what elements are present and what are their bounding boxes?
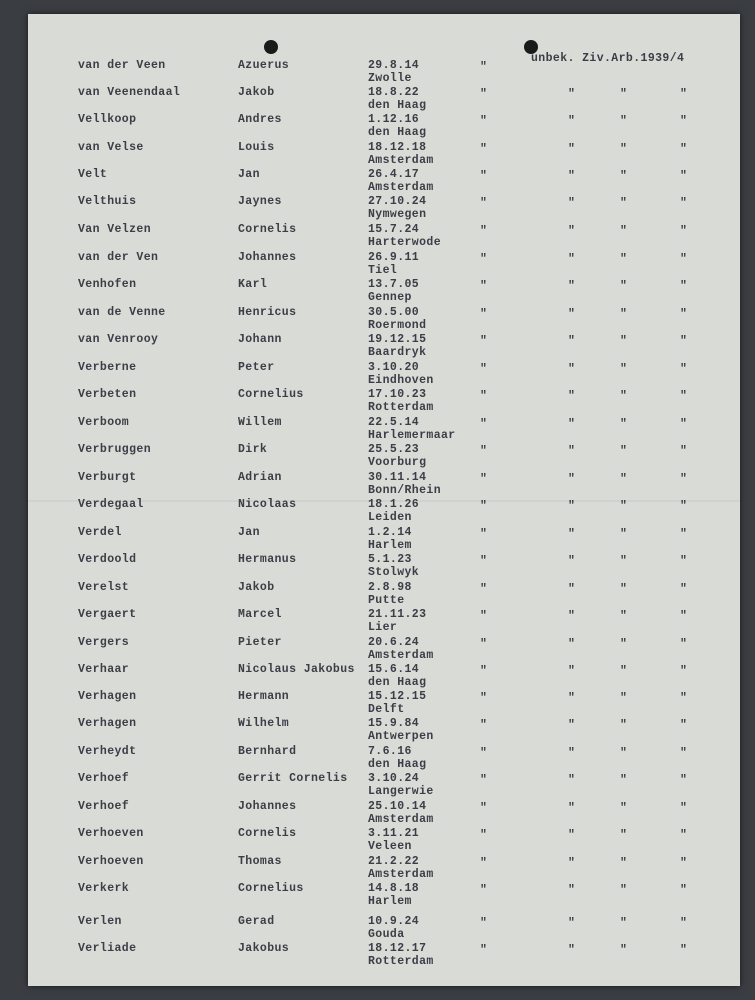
entry-ditto-mark: "	[620, 308, 628, 321]
entry-birth-date: 25.5.23	[368, 443, 420, 456]
entry-surname: Verburgt	[78, 471, 137, 484]
entry-ditto-mark: "	[568, 719, 576, 732]
entry-birth-date: 5.1.23	[368, 553, 412, 566]
entry-ditto-mark: "	[620, 170, 628, 183]
entry-given-name: Willem	[238, 416, 282, 429]
entry-ditto-mark: "	[568, 638, 576, 651]
entry-ditto-mark: "	[480, 917, 488, 930]
entry-ditto-mark: "	[680, 528, 688, 541]
entry-given-name: Cornelis	[238, 827, 297, 840]
entry-ditto-mark: "	[620, 802, 628, 815]
entry-ditto-mark: "	[680, 197, 688, 210]
entry-ditto-mark: "	[620, 115, 628, 128]
entry-ditto-mark: "	[620, 390, 628, 403]
entry-birth-place: Leiden	[368, 511, 412, 524]
entry-ditto-mark: "	[620, 445, 628, 458]
entry-ditto-mark: "	[680, 143, 688, 156]
entry-birth-place: Rotterdam	[368, 955, 434, 968]
entry-ditto-mark: "	[568, 829, 576, 842]
entry-given-name: Jakob	[238, 581, 275, 594]
entry-ditto-mark: "	[568, 944, 576, 957]
entry-ditto-mark: "	[568, 500, 576, 513]
entry-birth-place: Voorburg	[368, 456, 427, 469]
entry-ditto-mark: "	[680, 774, 688, 787]
entry-surname: van de Venne	[78, 306, 166, 319]
entry-ditto-mark: "	[620, 829, 628, 842]
entry-ditto-mark: "	[480, 692, 488, 705]
entry-birth-date: 27.10.24	[368, 195, 427, 208]
entry-birth-date: 30.11.14	[368, 471, 427, 484]
entry-ditto-mark: "	[620, 857, 628, 870]
entry-given-name: Henricus	[238, 306, 297, 319]
entry-birth-date: 1.2.14	[368, 526, 412, 539]
entry-ditto-mark: "	[620, 917, 628, 930]
entry-birth-place: Roermond	[368, 319, 427, 332]
entry-ditto-mark: "	[480, 170, 488, 183]
entry-birth-date: 30.5.00	[368, 306, 420, 319]
entry-ditto-mark: "	[480, 528, 488, 541]
entry-ditto-mark: "	[620, 610, 628, 623]
entry-surname: Verhagen	[78, 717, 137, 730]
entry-birth-place: Stolwyk	[368, 566, 420, 579]
entry-birth-place: den Haag	[368, 126, 427, 139]
entry-ditto-mark: "	[680, 583, 688, 596]
entry-ditto-mark: "	[620, 719, 628, 732]
entry-birth-date: 26.4.17	[368, 168, 420, 181]
entry-given-name: Marcel	[238, 608, 282, 621]
entry-birth-place: Putte	[368, 594, 405, 607]
entry-ditto-mark: "	[480, 829, 488, 842]
entry-given-name: Peter	[238, 361, 275, 374]
entry-birth-date: 20.6.24	[368, 636, 420, 649]
entry-surname: Verdoold	[78, 553, 137, 566]
entry-ditto-mark: "	[480, 225, 488, 238]
entry-given-name: Gerrit Cornelis	[238, 772, 348, 785]
entry-ditto-mark: "	[480, 418, 488, 431]
entry-birth-place: Langerwie	[368, 785, 434, 798]
entry-given-name: Cornelius	[238, 882, 304, 895]
entry-ditto-mark: "	[568, 390, 576, 403]
entry-ditto-mark: "	[568, 473, 576, 486]
entry-birth-place: Amsterdam	[368, 649, 434, 662]
entry-birth-date: 21.2.22	[368, 855, 420, 868]
entry-birth-date: 10.9.24	[368, 915, 420, 928]
entry-ditto-mark: "	[620, 473, 628, 486]
entry-birth-place: Harlemermaar	[368, 429, 456, 442]
entry-ditto-mark: "	[680, 335, 688, 348]
entry-ditto-mark: "	[480, 610, 488, 623]
entry-surname: Verheydt	[78, 745, 137, 758]
entry-ditto-mark: "	[680, 829, 688, 842]
entry-ditto-mark: "	[680, 665, 688, 678]
entry-ditto-mark: "	[680, 170, 688, 183]
entry-birth-place: Eindhoven	[368, 374, 434, 387]
entry-birth-place: Nymwegen	[368, 208, 427, 221]
entry-birth-date: 13.7.05	[368, 278, 420, 291]
entry-ditto-mark: "	[480, 445, 488, 458]
entry-birth-place: Lier	[368, 621, 398, 634]
entry-given-name: Bernhard	[238, 745, 297, 758]
entry-birth-date: 7.6.16	[368, 745, 412, 758]
entry-ditto-mark: "	[568, 418, 576, 431]
entry-ditto-mark: "	[480, 473, 488, 486]
entry-birth-date: 1.12.16	[368, 113, 420, 126]
entry-ditto-mark: "	[568, 747, 576, 760]
entry-given-name: Andres	[238, 113, 282, 126]
entry-ditto-mark: "	[680, 88, 688, 101]
entry-ditto-mark: "	[568, 857, 576, 870]
entry-ditto-mark: "	[480, 555, 488, 568]
entry-ditto-mark: "	[680, 280, 688, 293]
entry-birth-date: 3.11.21	[368, 827, 420, 840]
entry-given-name: Nicolaas	[238, 498, 297, 511]
entry-surname: Verbeten	[78, 388, 137, 401]
entry-ditto-mark: "	[568, 143, 576, 156]
entry-birth-place: Gouda	[368, 928, 405, 941]
entry-ditto-mark: "	[480, 363, 488, 376]
entry-given-name: Nicolaus Jakobus	[238, 663, 355, 676]
entry-birth-place: Gennep	[368, 291, 412, 304]
entry-surname: Verbruggen	[78, 443, 152, 456]
entry-ditto-mark: "	[620, 500, 628, 513]
entry-birth-place: den Haag	[368, 676, 427, 689]
entry-birth-place: Amsterdam	[368, 181, 434, 194]
entry-given-name: Dirk	[238, 443, 268, 456]
entry-ditto-mark: "	[680, 917, 688, 930]
entry-ditto-mark: "	[620, 944, 628, 957]
entry-given-name: Pieter	[238, 636, 282, 649]
entry-birth-date: 19.12.15	[368, 333, 427, 346]
entry-given-name: Jan	[238, 526, 260, 539]
entry-surname: Verkerk	[78, 882, 130, 895]
entry-birth-place: den Haag	[368, 99, 427, 112]
entry-ditto-mark: "	[680, 225, 688, 238]
entry-surname: Velt	[78, 168, 108, 181]
entry-surname: van Velse	[78, 141, 144, 154]
entry-ditto-mark: "	[680, 473, 688, 486]
entry-given-name: Adrian	[238, 471, 282, 484]
header-note: unbek. Ziv.Arb.1939/4	[531, 52, 685, 65]
entry-ditto-mark: "	[480, 308, 488, 321]
entry-ditto-mark: "	[480, 638, 488, 651]
entry-ditto-mark: "	[568, 583, 576, 596]
entry-ditto-mark: "	[620, 88, 628, 101]
entry-birth-date: 22.5.14	[368, 416, 420, 429]
entry-birth-date: 26.9.11	[368, 251, 420, 264]
entry-birth-date: 15.9.84	[368, 717, 420, 730]
entry-given-name: Jakob	[238, 86, 275, 99]
entry-given-name: Wilhelm	[238, 717, 290, 730]
entry-surname: Verhoef	[78, 772, 130, 785]
entry-ditto-mark: "	[620, 774, 628, 787]
entry-ditto-mark: "	[620, 747, 628, 760]
entry-ditto-mark: "	[620, 528, 628, 541]
entry-ditto-mark: "	[480, 115, 488, 128]
entry-given-name: Gerad	[238, 915, 275, 928]
entry-surname: Verhoef	[78, 800, 130, 813]
entry-birth-place: Amsterdam	[368, 868, 434, 881]
punch-hole	[264, 40, 278, 54]
entry-ditto-mark: "	[620, 280, 628, 293]
entry-birth-date: 3.10.20	[368, 361, 420, 374]
entry-birth-date: 14.8.18	[368, 882, 420, 895]
entry-birth-place: Amsterdam	[368, 813, 434, 826]
entry-surname: Verdegaal	[78, 498, 144, 511]
entry-ditto-mark: "	[620, 692, 628, 705]
entry-ditto-mark: "	[620, 335, 628, 348]
entry-given-name: Thomas	[238, 855, 282, 868]
entry-surname: Velthuis	[78, 195, 137, 208]
entry-given-name: Hermann	[238, 690, 290, 703]
entry-birth-place: Veleen	[368, 840, 412, 853]
entry-given-name: Azuerus	[238, 59, 290, 72]
entry-given-name: Johannes	[238, 251, 297, 264]
entry-ditto-mark: "	[680, 253, 688, 266]
entry-birth-place: den Haag	[368, 758, 427, 771]
entry-surname: Verhoeven	[78, 855, 144, 868]
entry-ditto-mark: "	[568, 225, 576, 238]
entry-given-name: Hermanus	[238, 553, 297, 566]
entry-surname: Verliade	[78, 942, 137, 955]
entry-ditto-mark: "	[620, 638, 628, 651]
entry-ditto-mark: "	[680, 638, 688, 651]
entry-given-name: Cornelius	[238, 388, 304, 401]
entry-birth-date: 2.8.98	[368, 581, 412, 594]
entry-surname: Vergaert	[78, 608, 137, 621]
entry-surname: Verelst	[78, 581, 130, 594]
entry-ditto-mark: "	[680, 363, 688, 376]
entry-ditto-mark: "	[568, 555, 576, 568]
entry-ditto-mark: "	[480, 143, 488, 156]
entry-ditto-mark: "	[568, 692, 576, 705]
entry-given-name: Louis	[238, 141, 275, 154]
entry-ditto-mark: "	[680, 115, 688, 128]
entry-ditto-mark: "	[568, 665, 576, 678]
entry-birth-date: 18.12.18	[368, 141, 427, 154]
entry-birth-place: Rotterdam	[368, 401, 434, 414]
entry-birth-place: Delft	[368, 703, 405, 716]
entry-birth-date: 18.1.26	[368, 498, 420, 511]
entry-ditto-mark: "	[480, 61, 488, 74]
entry-ditto-mark: "	[620, 555, 628, 568]
entry-surname: Verboom	[78, 416, 130, 429]
entry-ditto-mark: "	[680, 857, 688, 870]
entry-birth-date: 18.12.17	[368, 942, 427, 955]
entry-birth-date: 21.11.23	[368, 608, 427, 621]
entry-ditto-mark: "	[680, 692, 688, 705]
entry-surname: Vellkoop	[78, 113, 137, 126]
entry-ditto-mark: "	[480, 280, 488, 293]
entry-surname: Verdel	[78, 526, 122, 539]
entry-ditto-mark: "	[620, 197, 628, 210]
entry-birth-place: Tiel	[368, 264, 398, 277]
entry-ditto-mark: "	[480, 747, 488, 760]
entry-given-name: Jakobus	[238, 942, 290, 955]
entry-ditto-mark: "	[568, 802, 576, 815]
entry-ditto-mark: "	[568, 335, 576, 348]
entry-ditto-mark: "	[568, 363, 576, 376]
entry-surname: Venhofen	[78, 278, 137, 291]
entry-ditto-mark: "	[568, 917, 576, 930]
entry-ditto-mark: "	[620, 665, 628, 678]
entry-ditto-mark: "	[568, 445, 576, 458]
entry-birth-place: Harlem	[368, 895, 412, 908]
entry-ditto-mark: "	[480, 774, 488, 787]
entry-ditto-mark: "	[680, 555, 688, 568]
entry-ditto-mark: "	[480, 665, 488, 678]
entry-ditto-mark: "	[568, 115, 576, 128]
entry-ditto-mark: "	[480, 944, 488, 957]
entry-ditto-mark: "	[480, 253, 488, 266]
entry-ditto-mark: "	[568, 774, 576, 787]
entry-ditto-mark: "	[568, 170, 576, 183]
entry-given-name: Jaynes	[238, 195, 282, 208]
entry-surname: van der Veen	[78, 59, 166, 72]
entry-ditto-mark: "	[620, 418, 628, 431]
entry-ditto-mark: "	[620, 583, 628, 596]
entry-ditto-mark: "	[480, 197, 488, 210]
entry-ditto-mark: "	[680, 500, 688, 513]
entry-ditto-mark: "	[620, 363, 628, 376]
entry-surname: Van Velzen	[78, 223, 152, 236]
entry-surname: Verlen	[78, 915, 122, 928]
entry-ditto-mark: "	[680, 944, 688, 957]
entry-ditto-mark: "	[480, 857, 488, 870]
entry-given-name: Karl	[238, 278, 268, 291]
entry-birth-date: 25.10.14	[368, 800, 427, 813]
entry-ditto-mark: "	[480, 88, 488, 101]
entry-ditto-mark: "	[568, 308, 576, 321]
entry-surname: van Venrooy	[78, 333, 159, 346]
entry-ditto-mark: "	[480, 802, 488, 815]
entry-ditto-mark: "	[480, 500, 488, 513]
entry-ditto-mark: "	[680, 802, 688, 815]
entry-birth-place: Zwolle	[368, 72, 412, 85]
entry-ditto-mark: "	[680, 390, 688, 403]
entry-given-name: Cornelis	[238, 223, 297, 236]
entry-given-name: Johannes	[238, 800, 297, 813]
entry-ditto-mark: "	[568, 197, 576, 210]
entry-ditto-mark: "	[680, 884, 688, 897]
entry-birth-place: Baardryk	[368, 346, 427, 359]
entry-birth-date: 18.8.22	[368, 86, 420, 99]
entry-ditto-mark: "	[680, 445, 688, 458]
entry-birth-place: Bonn/Rhein	[368, 484, 442, 497]
entry-given-name: Jan	[238, 168, 260, 181]
entry-birth-place: Antwerpen	[368, 730, 434, 743]
entry-ditto-mark: "	[680, 308, 688, 321]
entry-surname: van Veenendaal	[78, 86, 181, 99]
entry-ditto-mark: "	[480, 335, 488, 348]
entry-surname: Verhagen	[78, 690, 137, 703]
entry-ditto-mark: "	[480, 719, 488, 732]
entry-ditto-mark: "	[680, 610, 688, 623]
entry-birth-date: 3.10.24	[368, 772, 420, 785]
entry-surname: Verhoeven	[78, 827, 144, 840]
entry-ditto-mark: "	[568, 884, 576, 897]
entry-ditto-mark: "	[568, 280, 576, 293]
entry-ditto-mark: "	[480, 583, 488, 596]
entry-ditto-mark: "	[568, 528, 576, 541]
entry-birth-place: Amsterdam	[368, 154, 434, 167]
document-page	[28, 14, 740, 986]
entry-ditto-mark: "	[680, 418, 688, 431]
entry-birth-date: 15.6.14	[368, 663, 420, 676]
entry-surname: van der Ven	[78, 251, 159, 264]
entry-birth-date: 15.7.24	[368, 223, 420, 236]
entry-ditto-mark: "	[620, 884, 628, 897]
entry-ditto-mark: "	[480, 884, 488, 897]
entry-surname: Verhaar	[78, 663, 130, 676]
entry-birth-date: 29.8.14	[368, 59, 420, 72]
entry-ditto-mark: "	[568, 610, 576, 623]
entry-surname: Vergers	[78, 636, 130, 649]
entry-ditto-mark: "	[680, 719, 688, 732]
entry-ditto-mark: "	[480, 390, 488, 403]
entry-given-name: Johann	[238, 333, 282, 346]
entry-birth-place: Harlem	[368, 539, 412, 552]
entry-birth-place: Harterwode	[368, 236, 442, 249]
entry-birth-date: 15.12.15	[368, 690, 427, 703]
entry-ditto-mark: "	[568, 88, 576, 101]
entry-ditto-mark: "	[620, 225, 628, 238]
entry-ditto-mark: "	[680, 747, 688, 760]
entry-surname: Verberne	[78, 361, 137, 374]
entry-birth-date: 17.10.23	[368, 388, 427, 401]
entry-ditto-mark: "	[620, 253, 628, 266]
entry-ditto-mark: "	[620, 143, 628, 156]
entry-ditto-mark: "	[568, 253, 576, 266]
